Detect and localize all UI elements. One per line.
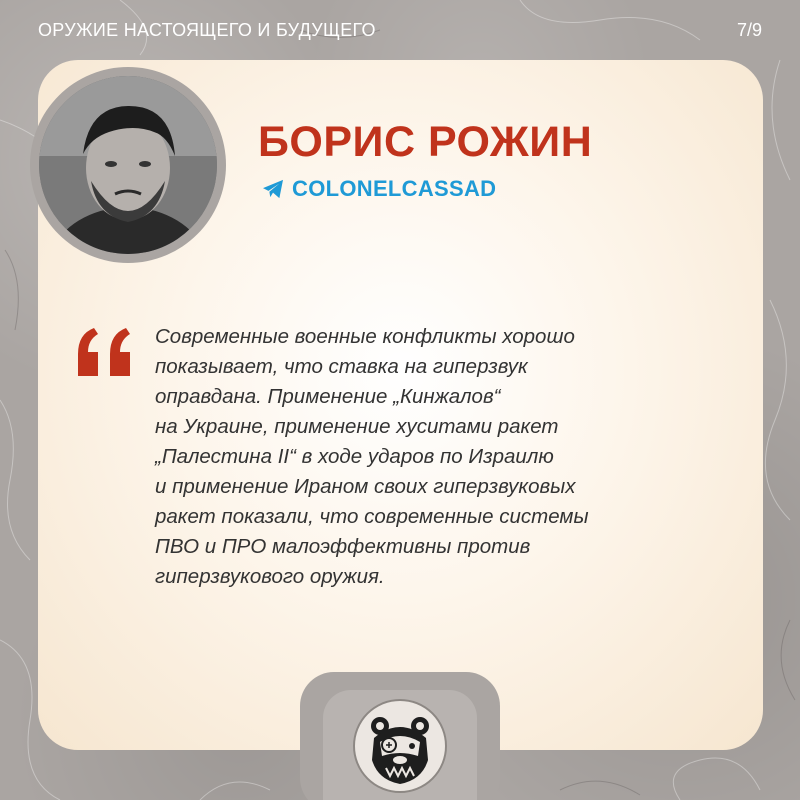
bear-logo-icon	[352, 698, 448, 794]
quote-line: „Палестина II“ в ходе ударов по Израилю	[155, 445, 554, 468]
channel-link[interactable]	[262, 176, 496, 202]
telegram-icon	[262, 179, 284, 199]
quote-mark-icon	[76, 328, 136, 376]
quote-line: показывает, что ставка на гиперзвук	[155, 355, 528, 378]
series-title: ОРУЖИЕ НАСТОЯЩЕГО И БУДУЩЕГО	[38, 20, 376, 40]
quote-line: и применение Ираном своих гиперзвуковых	[155, 475, 576, 498]
quote-line: Современные военные конфликты хорошо	[155, 325, 575, 348]
quote-line: ракет показали, что современные системы	[155, 505, 589, 528]
author-name: БОРИС РОЖИН	[258, 118, 593, 166]
quote-line: гиперзвукового оружия.	[155, 565, 385, 588]
page-counter: 7/9	[736, 20, 762, 40]
channel-name: COLONELCASSAD	[292, 176, 497, 201]
quote-line: на Украине, применение хуситами ракет	[155, 415, 559, 438]
quote-line: оправдана. Применение „Кинжалов“	[155, 385, 501, 408]
quote-text	[155, 322, 745, 592]
quote-line: ПВО и ПРО малоэффективны против	[155, 535, 531, 558]
author-portrait	[39, 76, 217, 254]
